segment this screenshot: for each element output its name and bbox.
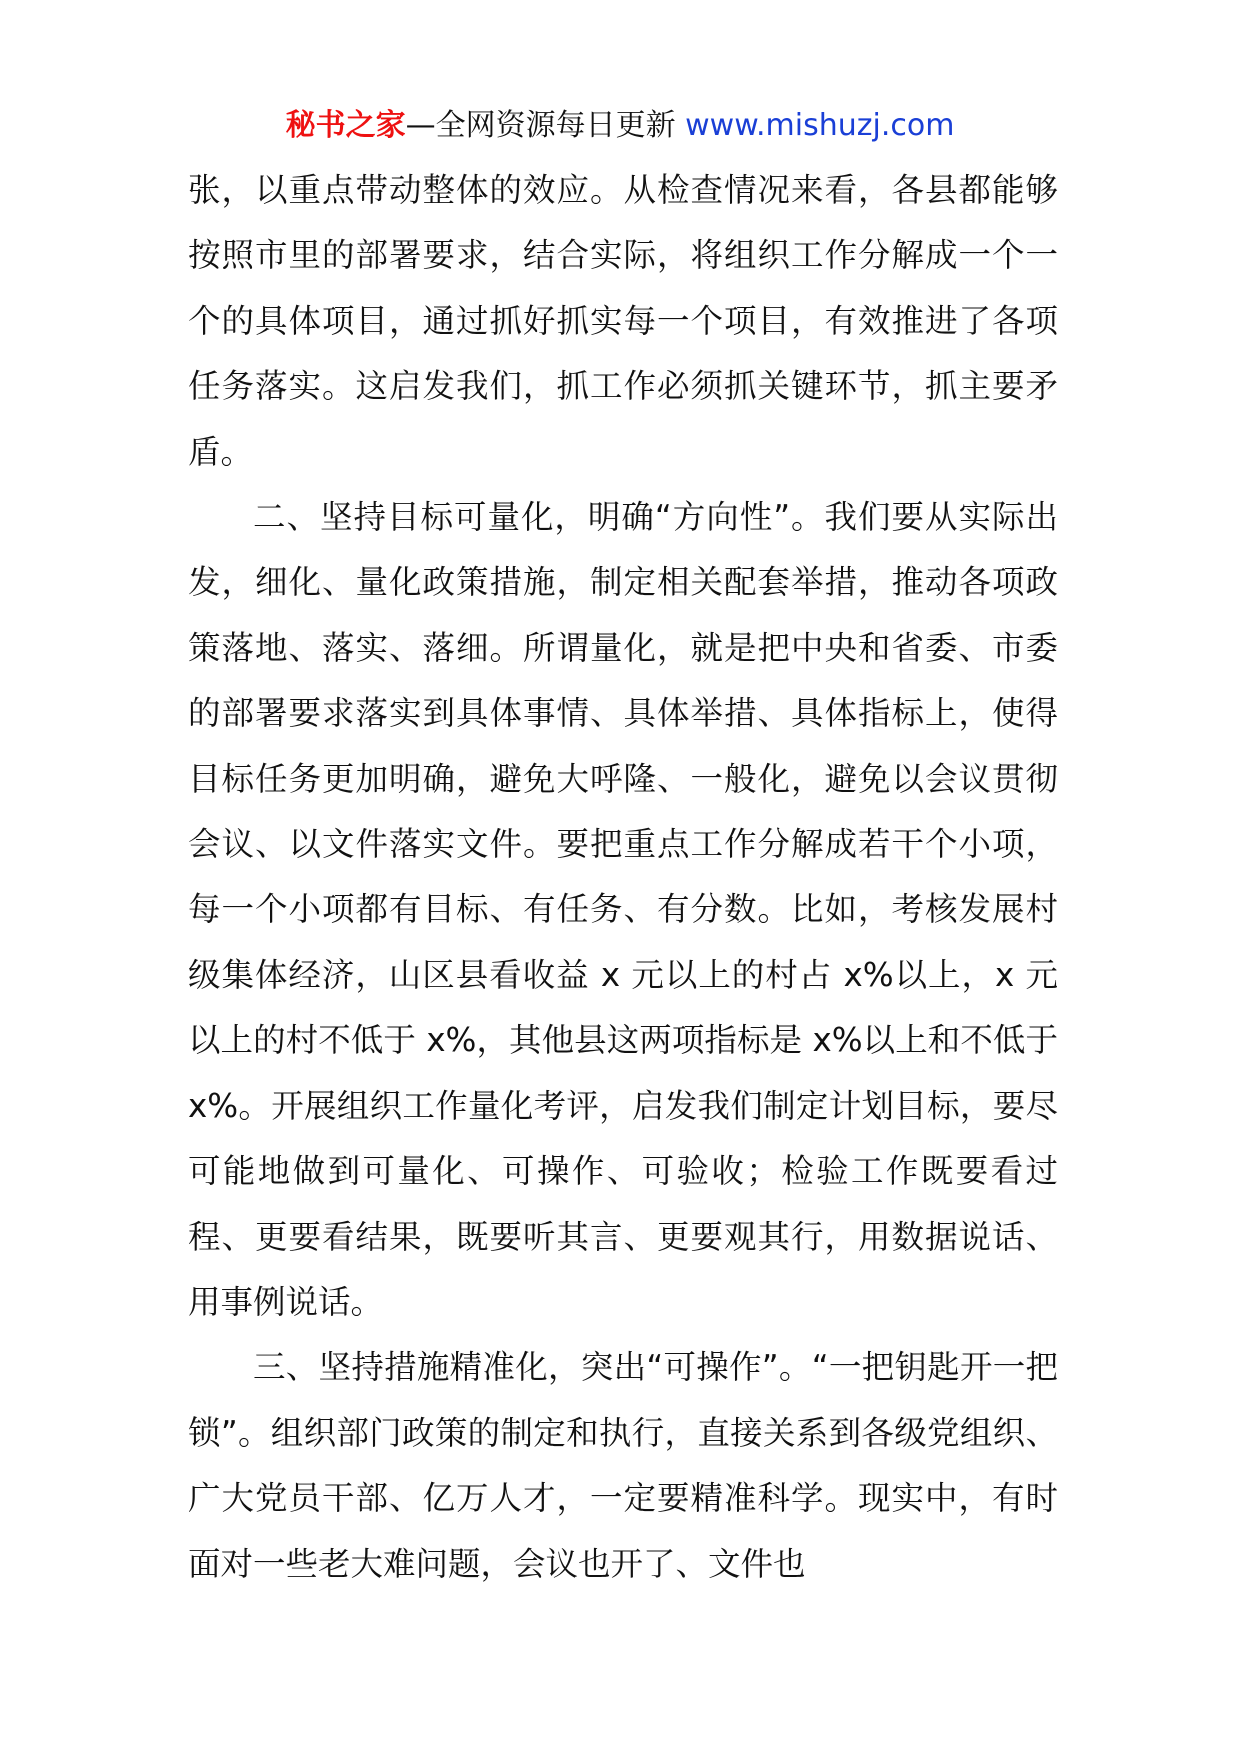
page-header	[0, 100, 1240, 152]
document-body	[188, 158, 1058, 1597]
brand-name: 秘书之家	[285, 108, 406, 143]
header-tagline: —全网资源每日更新	[405, 108, 676, 143]
website-link[interactable]: www.mishuzj.com	[685, 108, 955, 143]
paragraph-continued: 张，以重点带动整体的效应。从检查情况来看，各县都能够按照市里的部署要求，结合实际，将组织工作分解成一个一个的具体项目，通过抓好抓实每一个项目，有效推进了各项任务落实。这启发我们，抓工作必须抓关键环节，抓主要矛盾。	[188, 171, 1058, 471]
paragraph-section-two: 二、坚持目标可量化，明确“方向性”。我们要从实际出发，细化、量化政策措施，制定相关配套举措，推动各项政策落地、落实、落细。所谓量化，就是把中央和省委、市委的部署要求落实到具体事情、具体举措、具体指标上，使得目标任务更加明确，避免大呼隆、一般化，避免以会议贯彻会议、以文件落实文件。要把重点工作分解成若干个小项，每一个小项都有目标、有任务、有分数。比如，考核发展村级集体经济，山区县看收益 x 元以上的村占 x%以上，x 元以上的村不低于 x%，其他县这两项指标是 x%以上和不低于 x%。开展组织工作量化考评，启发我们制定计划目标，要尽可能地做到可量化、可操作、可验收；检验工作既要看过程、更要看结果，既要听其言、更要观其行，用数据说话、用事例说话。	[188, 498, 1058, 1321]
paragraph-section-three: 三、坚持措施精准化，突出“可操作”。“一把钥匙开一把锁”。组织部门政策的制定和执行，直接关系到各级党组织、广大党员干部、亿万人才，一定要精准科学。现实中，有时面对一些老大难问题，会议也开了、文件也	[188, 1348, 1058, 1583]
